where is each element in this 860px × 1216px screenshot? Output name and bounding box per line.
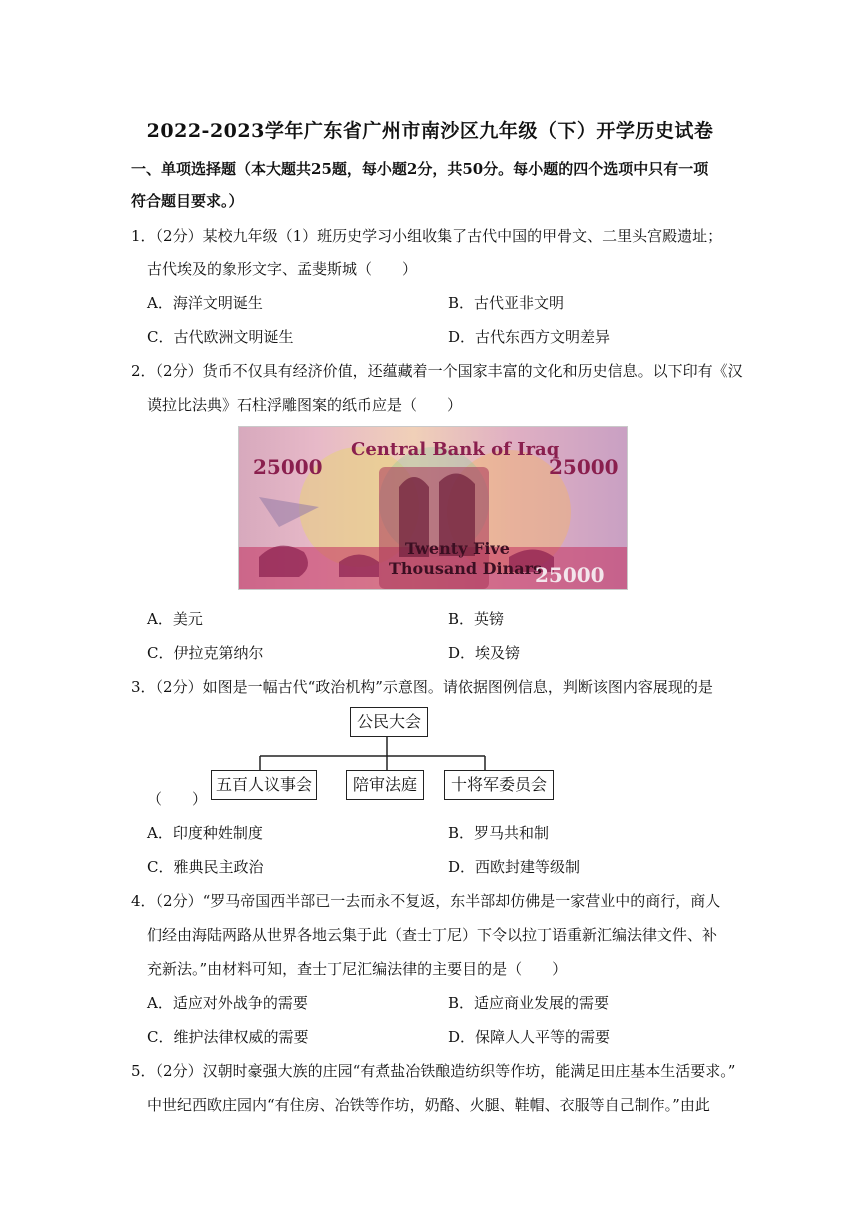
banknote-words-line2: Thousand Dinars	[389, 559, 542, 578]
q2-option-b: B．英镑	[448, 610, 505, 628]
banknote-denomination-left: 25000	[253, 455, 323, 479]
banknote-denomination-bottom: 25000	[535, 563, 605, 587]
q4-option-a: A．适应对外战争的需要	[147, 994, 308, 1012]
q2-stem-line1: 2．（2分）货币不仅具有经济价值，还蕴藏着一个国家丰富的文化和历史信息。以下印有《汉	[131, 362, 743, 380]
section-heading-line2: 符合题目要求。）	[131, 192, 244, 210]
q1-option-c: C．古代欧洲文明诞生	[147, 328, 294, 346]
q3-option-c: C．雅典民主政治	[147, 858, 264, 876]
q2-option-c: C．伊拉克第纳尔	[147, 644, 264, 662]
q3-option-a: A．印度种姓制度	[147, 824, 263, 842]
diagram-node-jury-court: 陪审法庭	[346, 770, 424, 800]
q5-stem-line1: 5．（2分）汉朝时豪强大族的庄园“有煮盐冶铁酿造纺织等作坊，能满足田庄基本生活要求。”	[131, 1062, 736, 1080]
exam-title: 2022-2023学年广东省广州市南沙区九年级（下）开学历史试卷	[146, 120, 714, 142]
q1-option-a: A．海洋文明诞生	[147, 294, 263, 312]
q4-stem-line1: 4．（2分）“罗马帝国西半部已一去而永不复返，东半部却仿佛是一家营业中的商行，商人	[131, 892, 721, 910]
diagram-node-citizens-assembly: 公民大会	[350, 707, 428, 737]
q2-stem-line2: 谟拉比法典》石柱浮雕图案的纸币应是（ ）	[147, 396, 463, 414]
diagram-node-council-500: 五百人议事会	[211, 770, 317, 800]
banknote-words-line1: Twenty Five	[405, 539, 510, 558]
q3-option-b: B．罗马共和制	[448, 824, 550, 842]
q2-option-d: D．埃及镑	[448, 644, 521, 662]
q1-option-d: D．古代东西方文明差异	[448, 328, 611, 346]
diagram-node-ten-generals: 十将军委员会	[444, 770, 554, 800]
q1-stem-line2: 古代埃及的象形文字、孟斐斯城（ ）	[147, 260, 418, 278]
q3-option-d: D．西欧封建等级制	[448, 858, 581, 876]
banknote-bank-name: Central Bank of Iraq	[351, 439, 560, 460]
q1-stem-line1: 1．（2分）某校九年级（1）班历史学习小组收集了古代中国的甲骨文、二里头宫殿遗址；	[131, 227, 723, 245]
banknote-denomination-right: 25000	[549, 455, 619, 479]
q4-option-c: C．维护法律权威的需要	[147, 1028, 309, 1046]
q5-stem-line2: 中世纪西欧庄园内“有住房、冶铁等作坊，奶酪、火腿、鞋帽、衣服等自己制作。”由此	[147, 1096, 710, 1114]
q4-option-b: B．适应商业发展的需要	[448, 994, 610, 1012]
q4-stem-line2: 们经由海陆两路从世界各地云集于此（查士丁尼）下令以拉丁语重新汇编法律文件、补	[147, 926, 718, 944]
q2-option-a: A．美元	[147, 610, 203, 628]
section-heading-line1: 一、单项选择题（本大题共25题，每小题2分，共50分。每小题的四个选项中只有一项	[131, 160, 709, 178]
iraqi-banknote-image	[238, 426, 628, 590]
q3-stem-line2: （ ）	[147, 790, 208, 808]
q4-stem-line3: 充新法。”由材料可知，查士丁尼汇编法律的主要目的是（ ）	[147, 960, 568, 978]
q3-stem-line1: 3．（2分）如图是一幅古代“政治机构”示意图。请依据图例信息，判断该图内容展现的是	[131, 678, 713, 696]
q4-option-d: D．保障人人平等的需要	[448, 1028, 611, 1046]
q1-option-b: B．古代亚非文明	[448, 294, 565, 312]
